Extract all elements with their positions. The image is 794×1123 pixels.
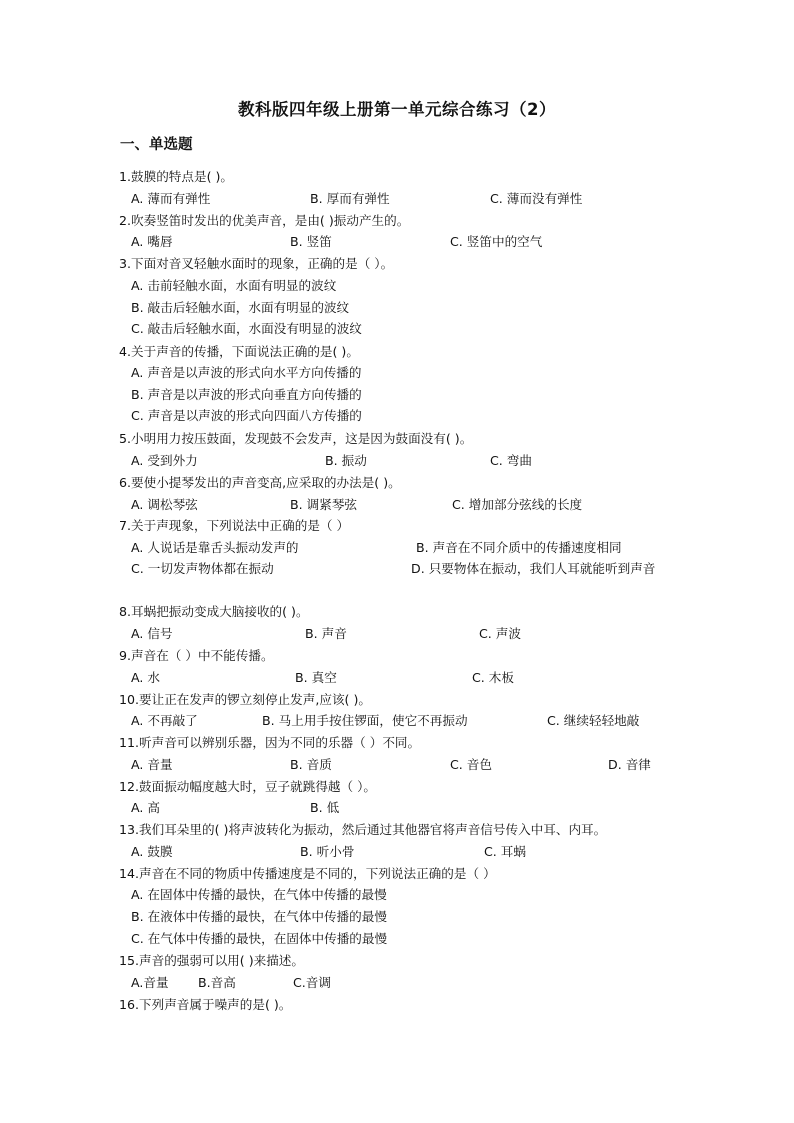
answer-option: B. 低 (310, 800, 340, 815)
question-stem: 15.声音的强弱可以用( )来描述。 (119, 953, 304, 968)
answer-option: A. 声音是以声波的形式向水平方向传播的 (131, 365, 362, 380)
question-stem: 16.下列声音属于噪声的是( )。 (119, 997, 292, 1012)
answer-option: D. 只要物体在振动，我们人耳就能听到声音 (411, 561, 656, 576)
answer-option: A. 人说话是靠舌头振动发声的 (131, 540, 299, 555)
answer-option: B. 听小骨 (300, 844, 355, 859)
answer-option: B. 调紧琴弦 (290, 497, 358, 512)
answer-option: B. 声音 (305, 626, 347, 641)
answer-option: A. 鼓膜 (131, 844, 173, 859)
answer-option: A.音量 (131, 975, 169, 990)
answer-option: A. 嘴唇 (131, 234, 173, 249)
answer-option: C. 声音是以声波的形式向四面八方传播的 (131, 408, 362, 423)
answer-option: B. 在液体中传播的最快，在气体中传播的最慢 (131, 909, 387, 924)
question-stem: 7.关于声现象，下列说法中正确的是（ ） (119, 518, 350, 533)
question-stem: 11.听声音可以辨别乐器，因为不同的乐器（ ）不同。 (119, 735, 421, 750)
answer-option: C. 薄而没有弹性 (490, 191, 583, 206)
answer-option: B. 厚而有弹性 (310, 191, 390, 206)
question-stem: 9.声音在（ ）中不能传播。 (119, 648, 274, 663)
question-stem: 2.吹奏竖笛时发出的优美声音，是由( )振动产生的。 (119, 213, 410, 228)
question-stem: 1.鼓膜的特点是( )。 (119, 169, 234, 184)
answer-option: C. 一切发声物体都在振动 (131, 561, 274, 576)
answer-option: C. 在气体中传播的最快，在固体中传播的最慢 (131, 931, 388, 946)
answer-option: B. 真空 (295, 670, 337, 685)
answer-option: A. 音量 (131, 757, 173, 772)
question-stem: 14.声音在不同的物质中传播速度是不同的，下列说法正确的是（ ） (119, 866, 496, 881)
answer-option: A. 薄而有弹性 (131, 191, 211, 206)
answer-option: C.音调 (293, 975, 331, 990)
question-stem: 5.小明用力按压鼓面，发现鼓不会发声，这是因为鼓面没有( )。 (119, 431, 473, 446)
answer-option: B. 音质 (290, 757, 332, 772)
question-stem: 3.下面对音叉轻触水面时的现象，正确的是（ ）。 (119, 256, 394, 271)
answer-option: C. 弯曲 (490, 453, 532, 468)
answer-option: A. 在固体中传播的最快，在气体中传播的最慢 (131, 887, 387, 902)
page-title: 教科版四年级上册第一单元综合练习（2） (238, 100, 556, 119)
answer-option: A. 调松琴弦 (131, 497, 198, 512)
answer-option: A. 击前轻触水面，水面有明显的波纹 (131, 278, 337, 293)
question-stem: 4.关于声音的传播，下面说法正确的是( )。 (119, 344, 359, 359)
answer-option: A. 水 (131, 670, 160, 685)
answer-option: B. 马上用手按住锣面，使它不再振动 (262, 713, 468, 728)
answer-option: B.音高 (198, 975, 236, 990)
answer-option: C. 耳蜗 (484, 844, 526, 859)
answer-option: C. 木板 (472, 670, 514, 685)
answer-option: C. 敲击后轻触水面，水面没有明显的波纹 (131, 321, 362, 336)
question-stem: 6.要使小提琴发出的声音变高,应采取的办法是( )。 (119, 475, 401, 490)
answer-option: B. 敲击后轻触水面，水面有明显的波纹 (131, 300, 350, 315)
answer-option: C. 竖笛中的空气 (450, 234, 543, 249)
question-stem: 10.要让正在发声的锣立刻停止发声,应该( )。 (119, 692, 371, 707)
answer-option: A. 高 (131, 800, 160, 815)
answer-option: B. 声音在不同介质中的传播速度相同 (416, 540, 622, 555)
answer-option: A. 不再敲了 (131, 713, 198, 728)
answer-option: B. 振动 (325, 453, 367, 468)
answer-option: B. 声音是以声波的形式向垂直方向传播的 (131, 387, 362, 402)
question-stem: 12.鼓面振动幅度越大时，豆子就跳得越（ ）。 (119, 779, 377, 794)
answer-option: C. 音色 (450, 757, 492, 772)
answer-option: C. 继续轻轻地敲 (547, 713, 640, 728)
question-stem: 8.耳蜗把振动变成大脑接收的( )。 (119, 604, 309, 619)
question-stem: 13.我们耳朵里的( )将声波转化为振动，然后通过其他器官将声音信号传入中耳、内耳。 (119, 822, 607, 837)
answer-option: A. 信号 (131, 626, 173, 641)
answer-option: C. 声波 (479, 626, 521, 641)
answer-option: B. 竖笛 (290, 234, 332, 249)
answer-option: C. 增加部分弦线的长度 (452, 497, 583, 512)
answer-option: D. 音律 (608, 757, 651, 772)
section-heading: 一、单选题 (120, 137, 193, 153)
answer-option: A. 受到外力 (131, 453, 198, 468)
